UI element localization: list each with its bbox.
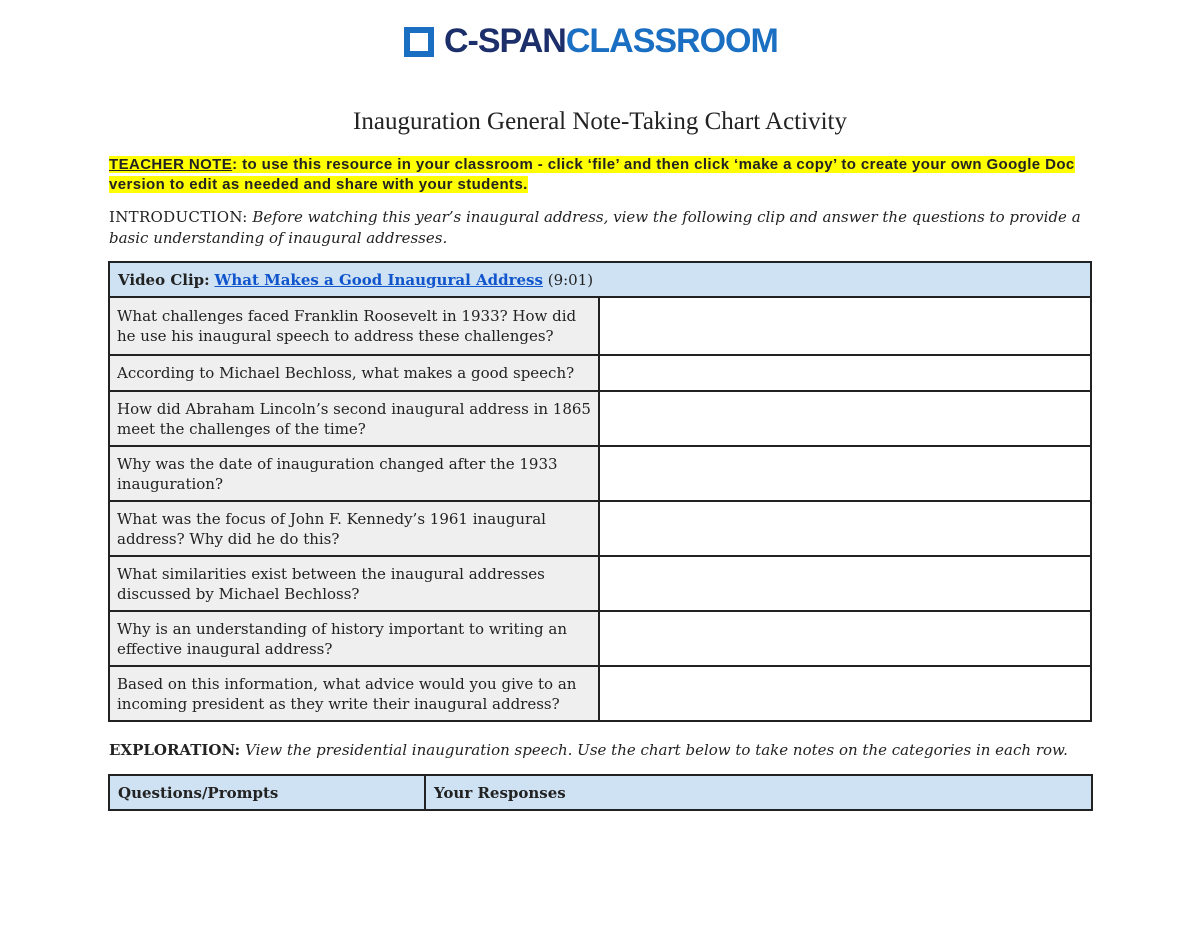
- logo-square-icon: [404, 27, 434, 57]
- answer-cell[interactable]: [599, 355, 1091, 391]
- answer-cell[interactable]: [599, 501, 1091, 556]
- question-cell: Why was the date of inauguration changed after the 1933 inauguration?: [109, 446, 599, 501]
- question-cell: How did Abraham Lincoln’s second inaugural address in 1865 meet the challenges of the time?: [109, 391, 599, 446]
- logo-classroom-text: CLASSROOM: [565, 21, 778, 60]
- video-clip-label: Video Clip:: [118, 270, 210, 289]
- table-row: [109, 666, 1091, 721]
- exploration-text: View the presidential inauguration speech. Use the chart below to take notes on the categories in each row.: [245, 741, 1068, 759]
- teacher-note-label: TEACHER NOTE: [109, 156, 233, 173]
- teacher-note-text: : to use this resource in your classroom - click ‘file’ and then click ‘make a copy’ to create your own Google Doc version to edit as needed and share with your students.: [109, 156, 1075, 193]
- question-cell: Based on this information, what advice would you give to an incoming president as they write their inaugural address?: [109, 666, 599, 721]
- answer-cell[interactable]: [599, 446, 1091, 501]
- answer-cell[interactable]: [599, 611, 1091, 666]
- video-clip-duration: (9:01): [547, 270, 594, 289]
- video-clip-header: [109, 262, 1091, 297]
- table-row: [109, 355, 1091, 391]
- column-header-questions: Questions/Prompts: [109, 775, 425, 810]
- video-clip-header-row: [109, 262, 1091, 297]
- question-cell: According to Michael Bechloss, what makes a good speech?: [109, 355, 599, 391]
- cspan-classroom-logo: [404, 21, 778, 61]
- table-row: [109, 611, 1091, 666]
- notes-header-row: [109, 775, 1092, 810]
- teacher-note: [109, 155, 1089, 195]
- answer-cell[interactable]: [599, 556, 1091, 611]
- answer-cell[interactable]: [599, 297, 1091, 355]
- exploration: [109, 740, 1094, 760]
- introduction-text: Before watching this year’s inaugural address, view the following clip and answer the questions to provide a basic understanding of inaugural addresses.: [109, 208, 1081, 247]
- table-row: [109, 556, 1091, 611]
- table-row: [109, 297, 1091, 355]
- page-title: Inauguration General Note-Taking Chart Activity: [353, 108, 847, 135]
- table-row: [109, 446, 1091, 501]
- introduction: [109, 207, 1094, 249]
- answer-cell[interactable]: [599, 666, 1091, 721]
- table-row: [109, 391, 1091, 446]
- answer-cell[interactable]: [599, 391, 1091, 446]
- video-clip-table: [108, 261, 1092, 722]
- column-header-responses: Your Responses: [425, 775, 1092, 810]
- question-cell: What similarities exist between the inaugural addresses discussed by Michael Bechloss?: [109, 556, 599, 611]
- question-cell: Why is an understanding of history important to writing an effective inaugural address?: [109, 611, 599, 666]
- logo-cspan-text: C-SPAN: [444, 21, 566, 60]
- notes-table: [108, 774, 1093, 811]
- question-cell: What challenges faced Franklin Roosevelt in 1933? How did he use his inaugural speech to address these challenges?: [109, 297, 599, 355]
- video-clip-link[interactable]: What Makes a Good Inaugural Address: [214, 270, 543, 289]
- question-cell: What was the focus of John F. Kennedy’s 1961 inaugural address? Why did he do this?: [109, 501, 599, 556]
- exploration-heading: EXPLORATION:: [109, 741, 241, 759]
- introduction-heading: INTRODUCTION:: [109, 208, 248, 226]
- table-row: [109, 501, 1091, 556]
